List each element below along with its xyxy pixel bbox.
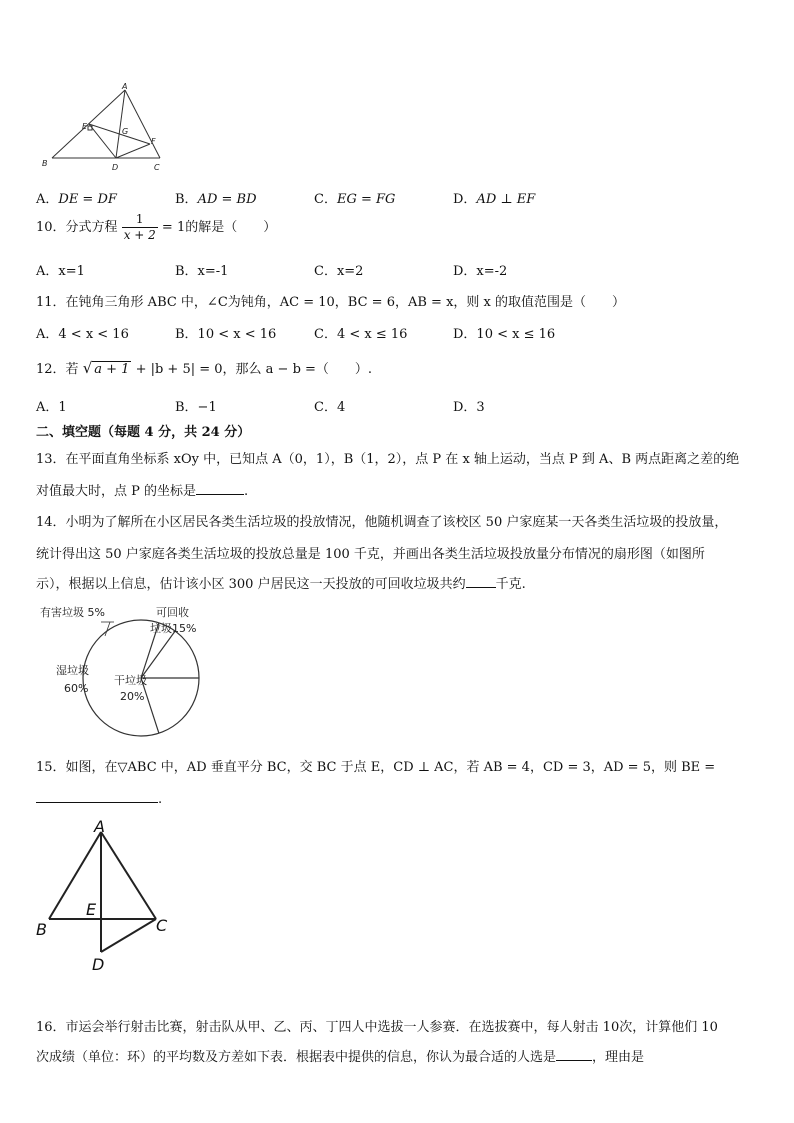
fig9-label-f: F [151, 137, 156, 146]
q14-prefix: 示），根据以上信息，估计该小区 300 户居民这一天投放的可回收垃圾共约 [36, 577, 466, 592]
q11-option-c[interactable]: C．4 < x ≤ 16 [314, 327, 408, 342]
fig15-label-b: B [36, 920, 47, 939]
q10-numerator: 1 [122, 212, 158, 228]
garbage-pie-chart [38, 600, 218, 740]
q12-option-d[interactable]: D．3 [453, 400, 485, 415]
q10-suffix: = 1的解是（ ） [161, 220, 277, 235]
q16-suffix: ，理由是 [592, 1050, 645, 1065]
q12-radicand: a + 1 [94, 362, 130, 377]
q10-denominator: x + 2 [123, 228, 156, 242]
question-14-line1: 14．小明为了解所在小区居民各类生活垃圾的投放情况，他随机调查了该校区 50 户家庭某一天各类生活垃圾的投放量， [36, 515, 728, 530]
section-heading: 二、填空题（每题 4 分，共 24 分） [36, 425, 251, 440]
q10-prefix: 10．分式方程 [36, 220, 118, 235]
q10-option-b[interactable]: B．x=-1 [175, 264, 229, 279]
pie-label-recyclable-2: 垃圾15% [150, 622, 197, 635]
fig15-label-d: D [92, 955, 105, 974]
fig9-label-a: A [122, 82, 128, 91]
q12-prefix: 12．若 [36, 362, 79, 377]
question-10 [36, 212, 276, 243]
q11-option-a[interactable]: A．4 < x < 16 [36, 327, 129, 342]
question-16-line1: 16．市运会举行射击比赛，射击队从甲、乙、丙、丁四人中选拔一人参赛．在选拔赛中，每人射击 10次，计算他们 10 [36, 1020, 718, 1035]
question-14-line2: 统计得出这 50 户家庭各类生活垃圾的投放总量是 100 千克，并画出各类生活垃圾投放量分布情况的扇形图（如图所 [36, 547, 705, 562]
q9-option-c[interactable]: C．EG = FG [314, 192, 396, 207]
q15-answer-blank[interactable] [36, 790, 158, 803]
question-13-line1: 13．在平面直角坐标系 xOy 中，已知点 A（0，1），B（1，2），点 P 在 x 轴上运动，当点 P 到 A、B 两点距离之差的绝 [36, 452, 740, 467]
fig9-label-c: C [154, 163, 160, 172]
q13-prefix: 对值最大时，点 P 的坐标是 [36, 484, 197, 499]
fig9-label-b: B [42, 159, 48, 168]
triangle-figure-q15 [34, 818, 174, 976]
q10-option-a[interactable]: A．x=1 [36, 264, 85, 279]
pie-slice-boundary-2 [141, 631, 175, 678]
fig9-label-d: D [112, 163, 119, 172]
question-12 [36, 358, 372, 377]
pie-label-dry-2: 20% [120, 690, 145, 703]
q16-prefix: 次成绩（单位：环）的平均数及方差如下表．根据表中提供的信息，你认为最合适的人选是 [36, 1050, 557, 1065]
q12-option-c[interactable]: C．4 [314, 400, 346, 415]
sqrt-symbol: √ [82, 359, 93, 377]
q13-answer-blank[interactable] [196, 482, 244, 495]
pie-label-wet-1: 湿垃圾 [56, 664, 89, 677]
question-14-line3 [36, 573, 526, 592]
q14-answer-blank[interactable] [466, 575, 496, 588]
triangle-figure-q9 [40, 82, 180, 174]
pie-label-dry-1: 干垃圾 [114, 674, 147, 687]
q16-answer-blank[interactable] [556, 1048, 592, 1061]
question-11: 11．在钝角三角形 ABC 中，∠C为钝角，AC = 10，BC = 6，AB = x，则 x 的取值范围是（ ） [36, 295, 626, 310]
q13-suffix: . [244, 484, 249, 499]
q12-option-a[interactable]: A．1 [36, 400, 67, 415]
pie-label-recyclable-1: 可回收 [156, 606, 189, 619]
q15-suffix: . [158, 792, 163, 807]
question-15-line1: 15．如图，在▽ABC 中，AD 垂直平分 BC，交 BC 于点 E，CD ⊥ AC，若 AB = 4，CD = 3，AD = 5，则 BE = [36, 760, 716, 775]
q9-option-d[interactable]: D．AD ⊥ EF [453, 192, 536, 207]
q11-option-d[interactable]: D．10 < x ≤ 16 [453, 327, 556, 342]
q14-suffix: 千克. [495, 577, 526, 592]
pie-label-harmful: 有害垃圾 5% [40, 606, 105, 619]
question-16-line2 [36, 1046, 644, 1065]
fig9-label-e: E [82, 122, 88, 131]
q10-option-d[interactable]: D．x=-2 [453, 264, 508, 279]
q11-option-b[interactable]: B．10 < x < 16 [175, 327, 277, 342]
q9-option-a[interactable]: A．DE = DF [36, 192, 117, 207]
q9-option-b[interactable]: B．AD = BD [175, 192, 257, 207]
pie-label-wet-2: 60% [64, 682, 89, 695]
question-13-line2 [36, 480, 248, 499]
q12-rest: + |b + 5| = 0，那么 a − b =（ ）. [135, 362, 373, 377]
fig15-label-c: C [156, 916, 168, 935]
q12-option-b[interactable]: B．−1 [175, 400, 217, 415]
fig15-label-e: E [86, 900, 97, 919]
q10-option-c[interactable]: C．x=2 [314, 264, 364, 279]
question-15-line2 [36, 790, 162, 807]
fig15-label-a: A [94, 818, 105, 836]
fig9-label-g: G [122, 127, 129, 136]
q10-fraction [122, 212, 158, 243]
